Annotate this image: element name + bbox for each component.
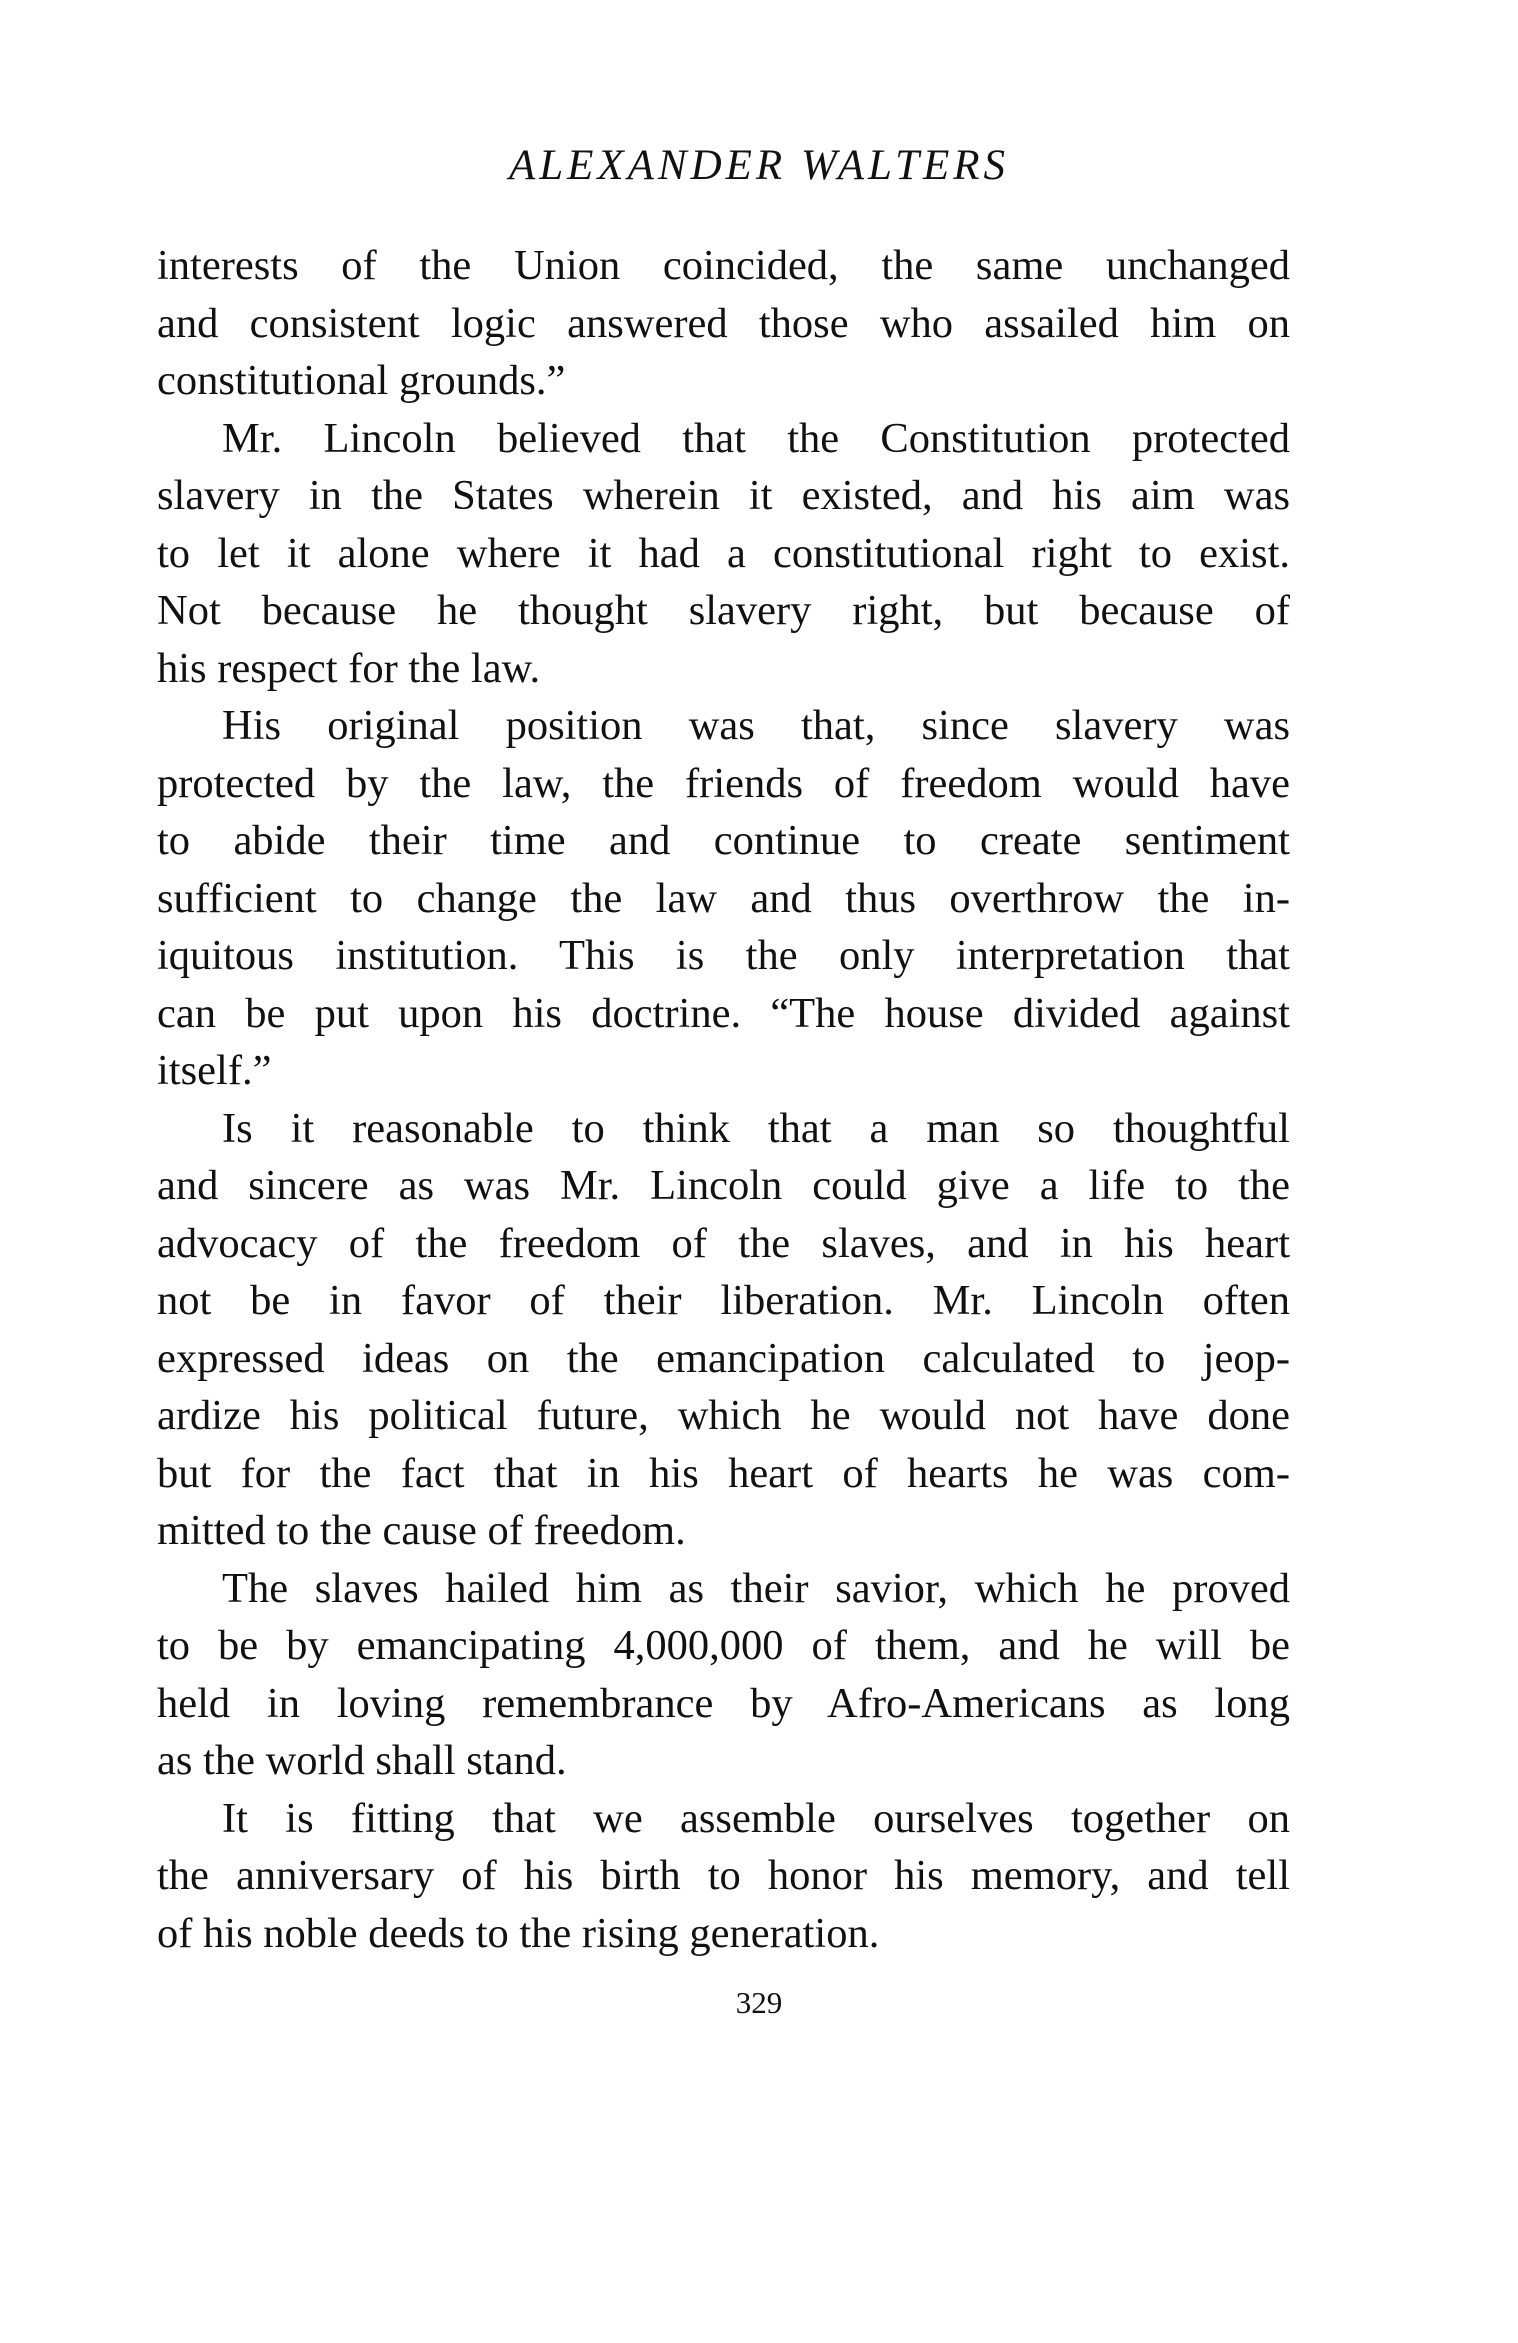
text-line: to be by emancipating 4,000,000 of them, and he will be [157,1622,1290,1669]
paragraph-3 [157,697,1290,1100]
text-line: itself.” [157,1047,272,1094]
text-line: Mr. Lincoln believed that the Constitution protected [222,414,1290,462]
paragraph-1 [157,237,1290,410]
text-line: His original position was that, since slavery was [222,702,1290,749]
text-line: not be in favor of their liberation. Mr. Lincoln often [157,1277,1290,1324]
text-line: held in loving remembrance by Afro-Americans as long [157,1679,1290,1727]
text-line: protected by the law, the friends of freedom would have [157,759,1290,807]
text-line: iquitous institution. This is the only interpretation that [157,932,1290,979]
text-line: but for the fact that in his heart of hearts he was com- [157,1449,1290,1497]
paragraph-2 [157,410,1290,698]
text-line: the anniversary of his birth to honor his memory, and tell [157,1852,1290,1899]
text-line: of his noble deeds to the rising generation. [157,1909,880,1957]
text-line: It is fitting that we assemble ourselves together on [222,1794,1290,1842]
text-line: sufficient to change the law and thus overthrow the in- [157,874,1290,922]
text-line: interests of the Union coincided, the same unchanged [157,242,1290,289]
text-line: Not because he thought slavery right, but because of [157,587,1290,634]
text-line: and consistent logic answered those who assailed him on [157,299,1290,347]
text-line: mitted to the cause of freedom. [157,1507,686,1554]
text-line: slavery in the States wherein it existed, and his aim was [157,472,1290,519]
text-line: ardize his political future, which he would not have done [157,1392,1290,1439]
text-line: and sincere as was Mr. Lincoln could give a life to the [157,1162,1290,1209]
text-line: Is it reasonable to think that a man so thoughtful [222,1104,1290,1152]
text-line: his respect for the law. [157,644,541,692]
text-line: constitutional grounds.” [157,357,566,404]
paragraph-4 [157,1100,1290,1560]
paragraph-5 [157,1560,1290,1790]
text-line: to abide their time and continue to create sentiment [157,817,1290,864]
text-line: can be put upon his doctrine. “The house divided against [157,989,1290,1037]
text-line: The slaves hailed him as their savior, which he proved [222,1564,1290,1612]
page-number: 329 [735,1985,783,2020]
body-text [157,237,1290,1962]
text-line: to let it alone where it had a constitutional right to exist. [157,529,1290,577]
text-line: expressed ideas on the emancipation calculated to jeop- [157,1334,1290,1382]
paragraph-6 [157,1790,1290,1963]
text-line: as the world shall stand. [157,1737,567,1784]
running-head: ALEXANDER WALTERS [508,142,1010,189]
text-line: advocacy of the freedom of the slaves, and in his heart [157,1219,1290,1267]
